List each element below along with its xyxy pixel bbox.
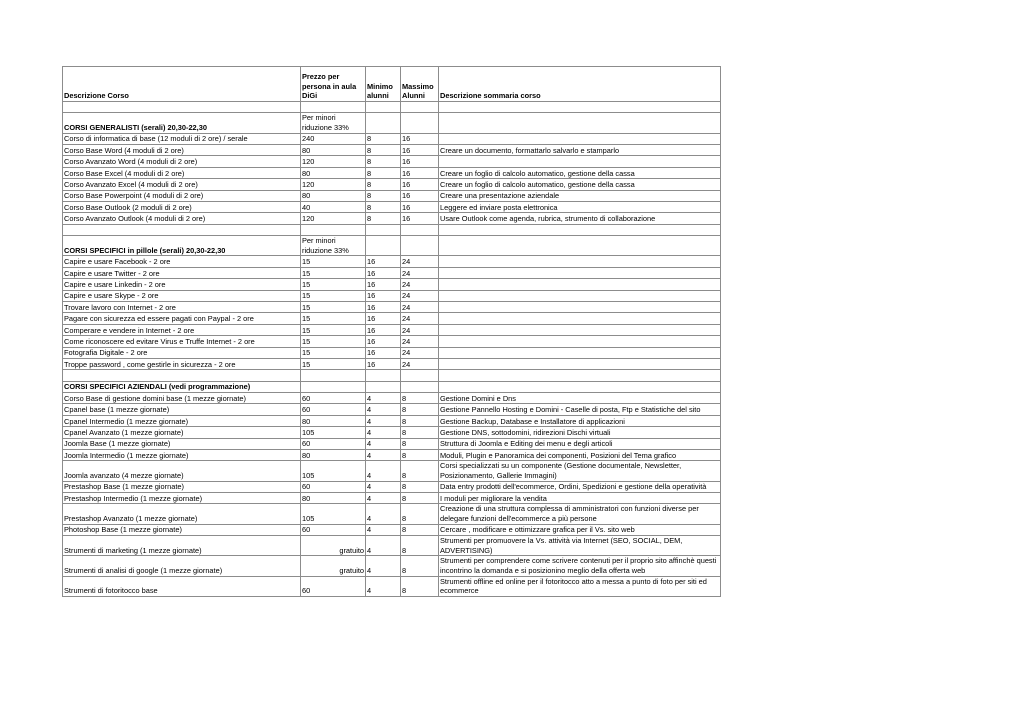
min-students: 8 [366,133,401,144]
course-name: Capire e usare Linkedin - 2 ore [63,279,301,290]
course-name: Pagare con sicurezza ed essere pagati con Paypal - 2 ore [63,313,301,324]
max-students: 8 [401,438,439,449]
course-summary: Corsi specializzati su un componente (Gestione documentale, Newsletter, Posizionamento, Gallerie Immagini) [439,461,721,481]
course-summary: Moduli, Plugin e Panoramica dei componenti, Posizioni del Tema grafico [439,450,721,461]
course-price: 15 [301,358,366,369]
empty-cell [401,236,439,256]
header-summary-description: Descrizione sommaria corso [439,67,721,102]
course-summary: Usare Outlook come agenda, rubrica, strumento di collaborazione [439,213,721,224]
min-students: 16 [366,290,401,301]
course-price: 80 [301,190,366,201]
section-title: CORSI SPECIFICI in pillole (serali) 20,30-22,30 [63,236,301,256]
table-row [63,347,721,358]
course-summary: Data entry prodotti dell'ecommerce, Ordini, Spedizioni e gestione della operatività [439,481,721,492]
max-students: 8 [401,461,439,481]
course-summary: Creare un foglio di calcolo automatico, gestione della cassa [439,167,721,178]
section-title-row [63,236,721,256]
course-summary [439,301,721,312]
course-summary: Creare un documento, formattarlo salvarlo e stamparlo [439,145,721,156]
course-name: Corso Avanzato Outlook (4 moduli di 2 ore) [63,213,301,224]
course-price: 105 [301,427,366,438]
max-students: 8 [401,427,439,438]
empty-cell [439,113,721,133]
table-row [63,450,721,461]
table-row [63,156,721,167]
course-price: 120 [301,213,366,224]
table-row [63,358,721,369]
table-row [63,133,721,144]
max-students: 8 [401,404,439,415]
empty-cell [439,102,721,113]
min-students: 4 [366,493,401,504]
course-summary [439,336,721,347]
max-students: 16 [401,167,439,178]
course-price: 80 [301,167,366,178]
min-students: 16 [366,358,401,369]
course-summary [439,358,721,369]
section-title: CORSI GENERALISTI (serali) 20,30-22,30 [63,113,301,133]
max-students: 16 [401,213,439,224]
section-discount-note: Per minori riduzione 33% [301,236,366,256]
min-students: 4 [366,393,401,404]
course-price: gratuito [301,536,366,556]
table-row [63,536,721,556]
max-students: 8 [401,415,439,426]
course-name: Troppe password , come gestirle in sicurezza - 2 ore [63,358,301,369]
min-students: 4 [366,504,401,524]
course-name: Strumenti di fotoritocco base [63,576,301,596]
section-title: CORSI SPECIFICI AZIENDALI (vedi programmazione) [63,381,301,392]
table-row [63,313,721,324]
max-students: 24 [401,290,439,301]
course-price: 105 [301,504,366,524]
table-row [63,301,721,312]
course-summary: Struttura di Joomla e Editing dei menu e degli articoli [439,438,721,449]
table-row [63,576,721,596]
max-students: 16 [401,145,439,156]
course-name: Corso Base Outlook (2 moduli di 2 ore) [63,201,301,212]
empty-cell [63,224,301,235]
course-price: 15 [301,301,366,312]
empty-cell [366,224,401,235]
max-students: 24 [401,279,439,290]
min-students: 4 [366,450,401,461]
course-name: Cpanel Intermedio (1 mezze giornate) [63,415,301,426]
course-name: Corso di informatica di base (12 moduli di 2 ore) / serale [63,133,301,144]
header-row [63,67,721,102]
empty-cell [366,102,401,113]
table-row [63,145,721,156]
min-students: 4 [366,438,401,449]
empty-cell [63,370,301,381]
max-students: 16 [401,201,439,212]
course-name: Joomla avanzato (4 mezze giornate) [63,461,301,481]
course-summary: Strumenti per comprendere come scrivere contenuti per il proprio sito affinchè questi incontrino la domanda e si posizionino meglio della offerta web [439,556,721,576]
course-price: 240 [301,133,366,144]
min-students: 16 [366,301,401,312]
course-price: 80 [301,145,366,156]
section-discount-note: Per minori riduzione 33% [301,113,366,133]
course-name: Strumenti di analisi di google (1 mezze giornate) [63,556,301,576]
course-price: 15 [301,347,366,358]
empty-cell [401,224,439,235]
spacer-row [63,102,721,113]
table-row [63,393,721,404]
max-students: 8 [401,493,439,504]
course-name: Corso Avanzato Word (4 moduli di 2 ore) [63,156,301,167]
min-students: 8 [366,190,401,201]
course-summary [439,347,721,358]
table-row [63,493,721,504]
course-summary [439,290,721,301]
table-row [63,438,721,449]
course-price: 15 [301,313,366,324]
course-summary [439,324,721,335]
min-students: 4 [366,404,401,415]
empty-cell [366,370,401,381]
course-summary: Gestione Pannello Hosting e Domini - Caselle di posta, Ftp e Statistiche del sito [439,404,721,415]
course-summary: Leggere ed inviare posta elettronica [439,201,721,212]
course-price: 15 [301,336,366,347]
min-students: 8 [366,201,401,212]
table-row [63,201,721,212]
header-min-students: Minimo alunni [366,67,401,102]
header-price: Prezzo per persona in aula DiGi [301,67,366,102]
min-students: 16 [366,279,401,290]
min-students: 16 [366,347,401,358]
min-students: 8 [366,145,401,156]
course-summary: Gestione DNS, sottodomini, ridirezioni Dischi virtuali [439,427,721,438]
table-row [63,404,721,415]
empty-cell [301,370,366,381]
course-name: Trovare lavoro con Internet - 2 ore [63,301,301,312]
course-price: 80 [301,493,366,504]
table-row [63,179,721,190]
max-students: 8 [401,504,439,524]
course-name: Capire e usare Facebook - 2 ore [63,256,301,267]
max-students: 24 [401,347,439,358]
max-students: 24 [401,267,439,278]
course-summary: Gestione Domini e Dns [439,393,721,404]
min-students: 4 [366,556,401,576]
course-name: Cpanel base (1 mezze giornate) [63,404,301,415]
course-summary: Creare un foglio di calcolo automatico, gestione della cassa [439,179,721,190]
min-students: 4 [366,576,401,596]
course-summary [439,279,721,290]
table-row [63,524,721,535]
course-name: Prestashop Base (1 mezze giornate) [63,481,301,492]
max-students: 16 [401,156,439,167]
empty-cell [366,113,401,133]
course-summary: I moduli per migliorare la vendita [439,493,721,504]
empty-cell [439,381,721,392]
table-row [63,190,721,201]
min-students: 4 [366,524,401,535]
section-title-row [63,381,721,392]
section-discount-note [301,381,366,392]
min-students: 16 [366,324,401,335]
max-students: 8 [401,481,439,492]
table-row [63,167,721,178]
course-summary [439,133,721,144]
course-summary: Strumenti per promuovere la Vs. attività via Internet (SEO, SOCIAL, DEM, ADVERTISING) [439,536,721,556]
max-students: 24 [401,358,439,369]
empty-cell [439,236,721,256]
course-name: Corso Base Excel (4 moduli di 2 ore) [63,167,301,178]
max-students: 16 [401,190,439,201]
course-price: 60 [301,438,366,449]
course-price-table [62,66,721,597]
max-students: 8 [401,450,439,461]
course-price: 40 [301,201,366,212]
course-price: 15 [301,324,366,335]
max-students: 24 [401,301,439,312]
table-row [63,324,721,335]
course-name: Cpanel Avanzato (1 mezze giornate) [63,427,301,438]
course-price: 15 [301,290,366,301]
table-row [63,504,721,524]
course-price: 80 [301,450,366,461]
empty-cell [401,113,439,133]
table-row [63,336,721,347]
min-students: 4 [366,536,401,556]
table-row [63,461,721,481]
max-students: 8 [401,393,439,404]
min-students: 4 [366,427,401,438]
table-row [63,427,721,438]
course-summary: Cercare , modificare e ottimizzare grafica per il Vs. sito web [439,524,721,535]
course-price: gratuito [301,556,366,576]
empty-cell [301,224,366,235]
table-row [63,213,721,224]
spacer-row [63,370,721,381]
min-students: 4 [366,481,401,492]
min-students: 8 [366,213,401,224]
course-summary [439,267,721,278]
course-price: 15 [301,267,366,278]
course-name: Come riconoscere ed evitare Virus e Truffe Internet - 2 ore [63,336,301,347]
course-name: Corso Avanzato Excel (4 moduli di 2 ore) [63,179,301,190]
max-students: 24 [401,336,439,347]
section-title-row [63,113,721,133]
course-name: Capire e usare Twitter - 2 ore [63,267,301,278]
course-summary: Strumenti offline ed online per il fotoritocco atto a messa a punto di foto per siti ed ecommerce [439,576,721,596]
table-row [63,267,721,278]
course-price: 60 [301,393,366,404]
empty-cell [63,102,301,113]
course-summary: Creare una presentazione aziendale [439,190,721,201]
max-students: 24 [401,313,439,324]
empty-cell [301,102,366,113]
max-students: 16 [401,133,439,144]
course-price: 80 [301,415,366,426]
min-students: 8 [366,179,401,190]
header-course-description: Descrizione Corso [63,67,301,102]
course-name: Prestashop Intermedio (1 mezze giornate) [63,493,301,504]
empty-cell [439,370,721,381]
min-students: 16 [366,336,401,347]
max-students: 16 [401,179,439,190]
course-name: Corso Base Word (4 moduli di 2 ore) [63,145,301,156]
course-name: Fotografia Digitale - 2 ore [63,347,301,358]
min-students: 16 [366,313,401,324]
table-row [63,279,721,290]
course-name: Photoshop Base (1 mezze giornate) [63,524,301,535]
course-price: 60 [301,404,366,415]
course-summary: Gestione Backup, Database e Installatore di applicazioni [439,415,721,426]
max-students: 8 [401,536,439,556]
max-students: 8 [401,576,439,596]
course-name: Joomla Intermedio (1 mezze giornate) [63,450,301,461]
header-max-students: Massimo Alunni [401,67,439,102]
course-name: Capire e usare Skype - 2 ore [63,290,301,301]
spacer-row [63,224,721,235]
course-name: Corso Base di gestione domini base (1 mezze giornate) [63,393,301,404]
empty-cell [439,224,721,235]
course-summary [439,313,721,324]
course-name: Strumenti di marketing (1 mezze giornate) [63,536,301,556]
course-price: 120 [301,179,366,190]
course-name: Joomla Base (1 mezze giornate) [63,438,301,449]
empty-cell [401,370,439,381]
table-row [63,556,721,576]
course-name: Prestashop Avanzato (1 mezze giornate) [63,504,301,524]
min-students: 8 [366,167,401,178]
min-students: 4 [366,415,401,426]
table-row [63,481,721,492]
max-students: 24 [401,256,439,267]
empty-cell [401,381,439,392]
course-price: 105 [301,461,366,481]
course-price: 15 [301,256,366,267]
table-row [63,415,721,426]
course-summary [439,156,721,167]
empty-cell [401,102,439,113]
max-students: 8 [401,556,439,576]
course-price: 120 [301,156,366,167]
course-name: Comperare e vendere in Internet - 2 ore [63,324,301,335]
min-students: 8 [366,156,401,167]
empty-cell [366,381,401,392]
course-price: 60 [301,524,366,535]
table-row [63,290,721,301]
min-students: 16 [366,256,401,267]
min-students: 16 [366,267,401,278]
course-price: 60 [301,481,366,492]
empty-cell [366,236,401,256]
course-summary: Creazione di una struttura complessa di amministratori con funzioni diverse per delegare funzioni dell'ecommerce a più persone [439,504,721,524]
max-students: 24 [401,324,439,335]
course-name: Corso Base Powerpoint (4 moduli di 2 ore) [63,190,301,201]
course-price: 60 [301,576,366,596]
max-students: 8 [401,524,439,535]
course-summary [439,256,721,267]
min-students: 4 [366,461,401,481]
course-price: 15 [301,279,366,290]
table-row [63,256,721,267]
